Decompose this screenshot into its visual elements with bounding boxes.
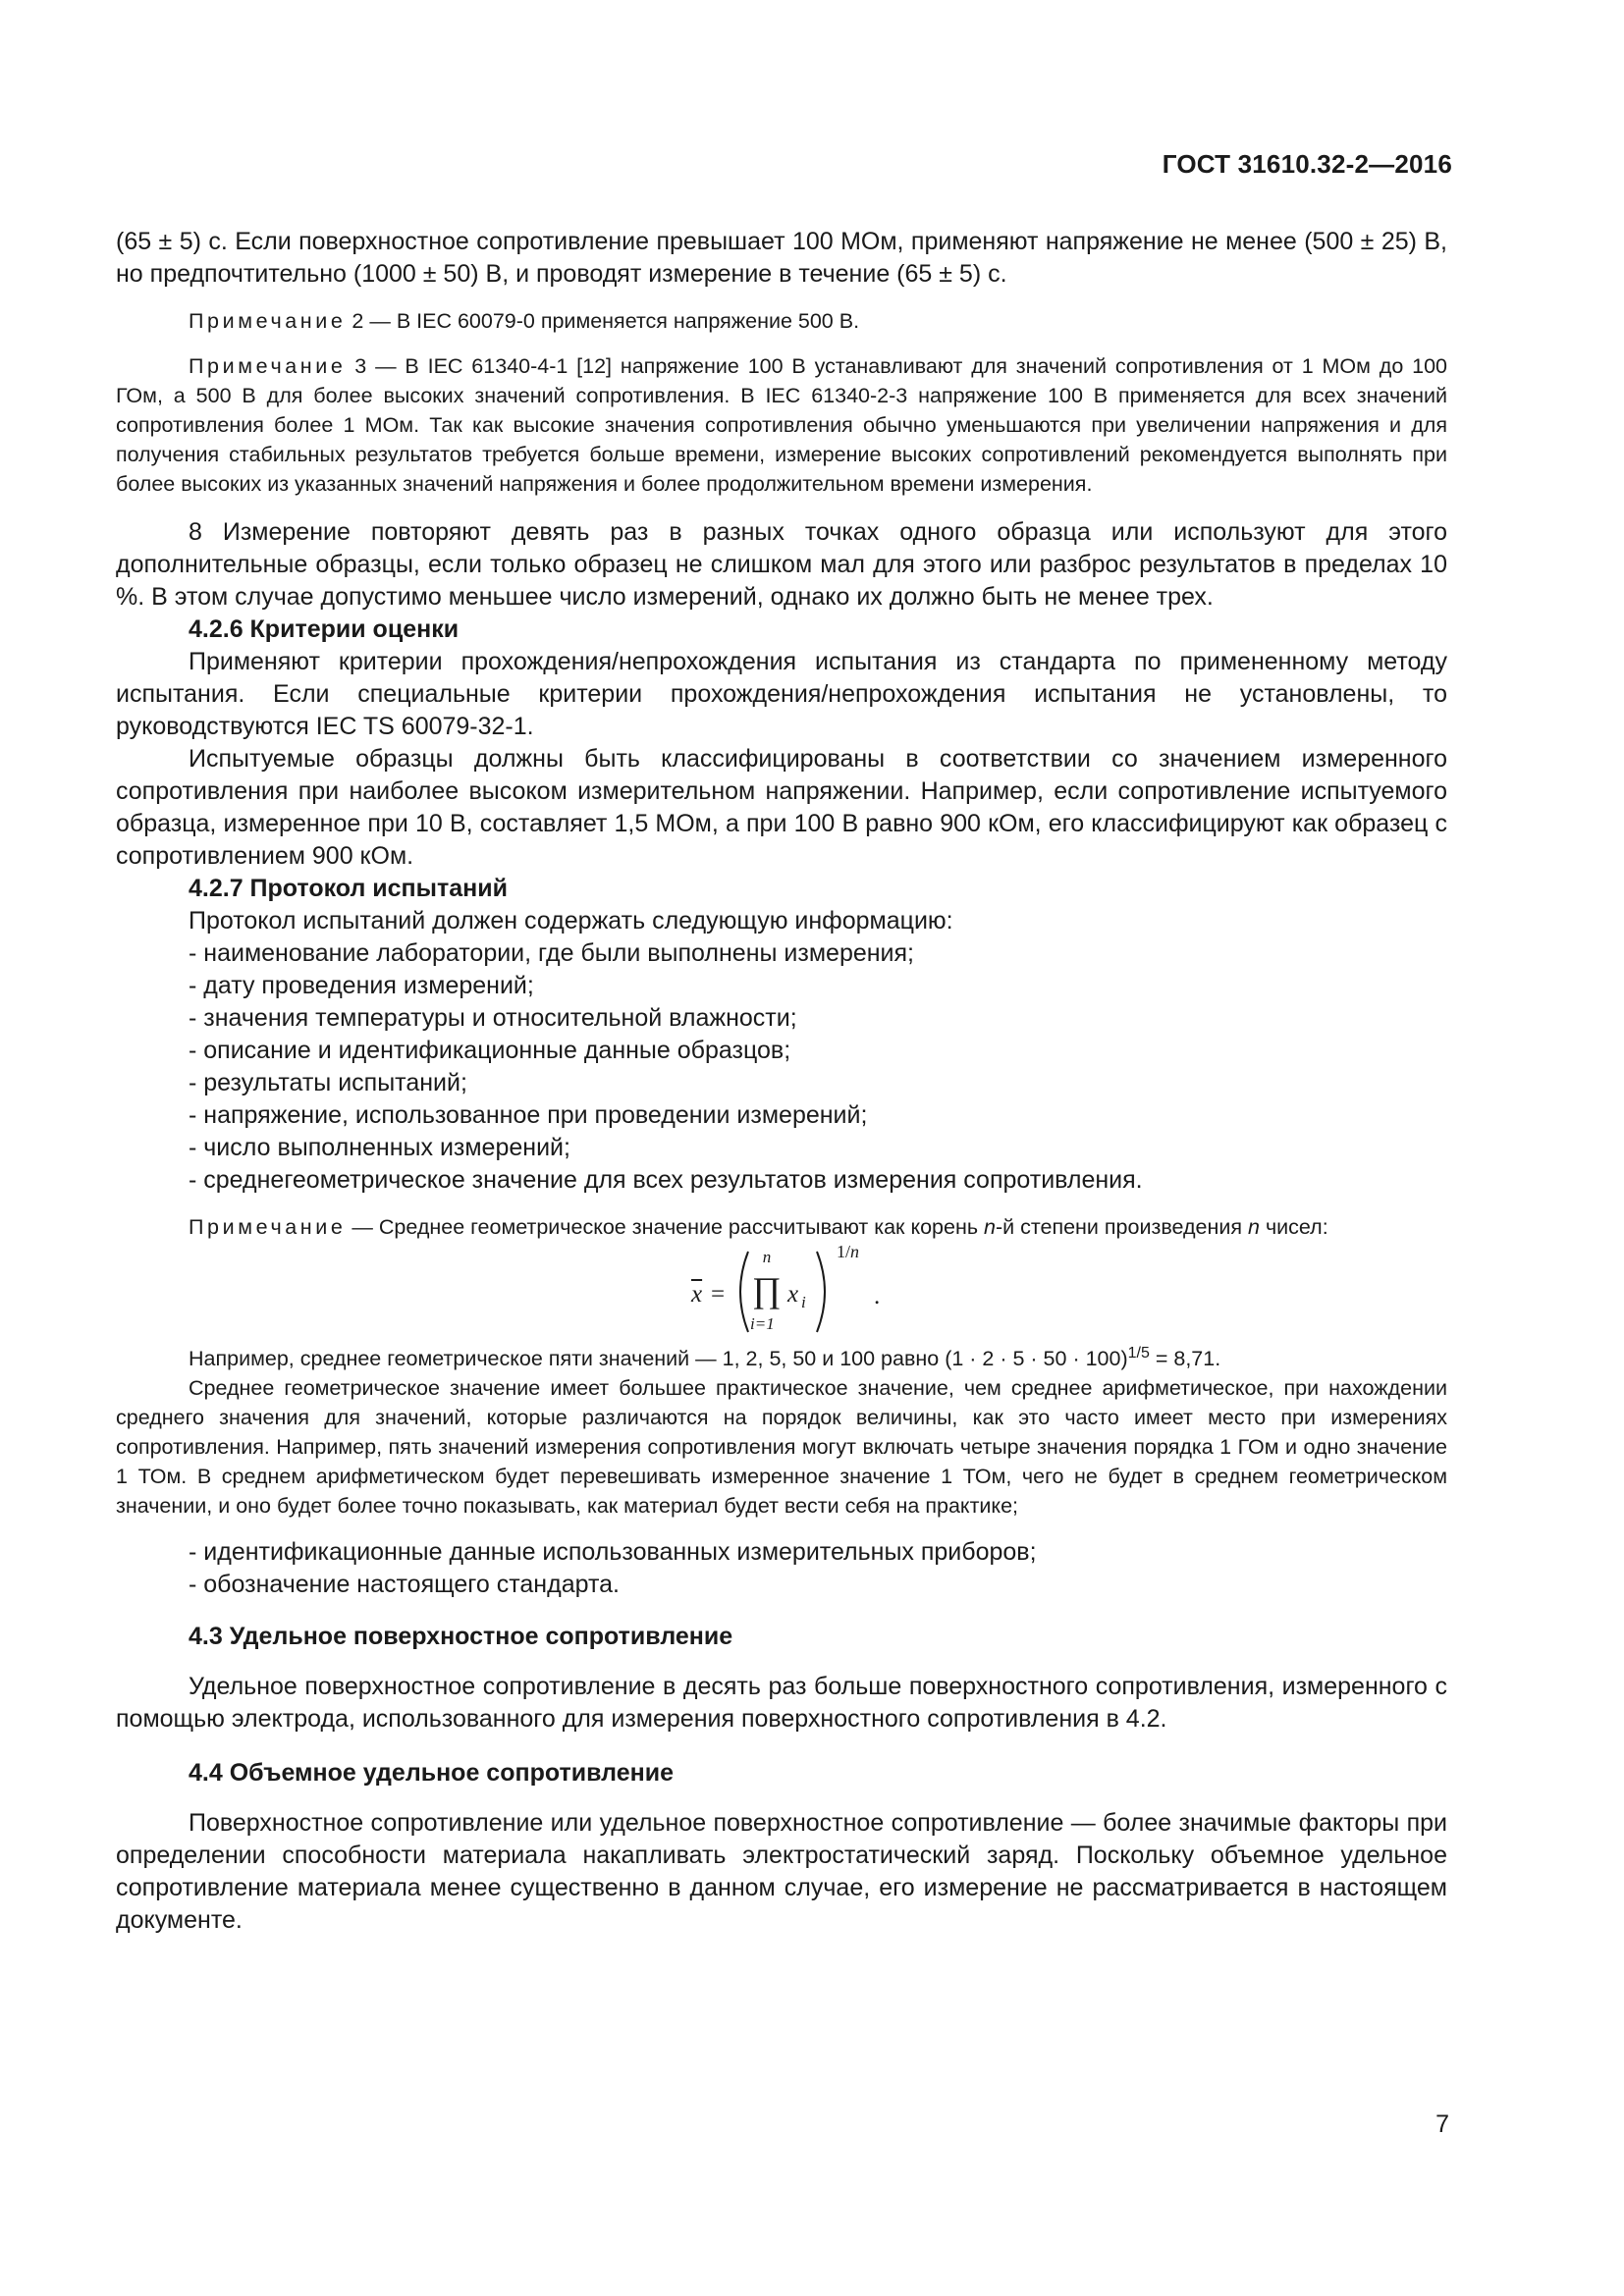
heading-4-3: 4.3 Удельное поверхностное сопротивление [189, 1623, 733, 1650]
left-paren-icon [731, 1250, 752, 1334]
note-label: Примечание [189, 309, 347, 333]
heading-4-2-7: 4.2.7 Протокол испытаний [189, 875, 508, 902]
variable-n: n [1248, 1215, 1260, 1239]
list-item: - идентификационные данные использованных измерительных приборов; [189, 1538, 1037, 1566]
paragraph-4-4: Поверхностное сопротивление или удельное поверхностное сопротивление — более значимые факторы при определении способности материала накапливать электростатический заряд. Поскольку объемное удельное сопротивление материала менее существенно в данном случае, его измерение не рассматривается в настоящем документе. [116, 1809, 1447, 1934]
note-label: Примечание [189, 354, 347, 378]
note-text: 3 — В IEC 61340-4-1 [12] напряжение 100 В устанавливают для значений сопротивления от 1 МОм до 100 ГОм, а 500 В для более высоких значений сопротивления. В IEC 61340-2-3 напряжение 100 В применяется для всех значений сопротивления более 1 МОм. Так как высокие значения сопротивления обычно уменьшаются при увеличении напряжения и для получения стабильных результатов требуется больше времени, измерение высоких сопротивлений рекомендуется выполнять при более высоких из указанных значений напряжения и более продолжительном времени измерения. [116, 354, 1447, 496]
page-number: 7 [1435, 2110, 1449, 2138]
note-label: Примечание [189, 1215, 347, 1239]
list-item: - среднегеометрическое значение для всех результатов измерения сопротивления. [189, 1166, 1143, 1194]
product-lower-limit: i=1 [750, 1314, 775, 1333]
list-item: - значения температуры и относительной влажности; [189, 1004, 797, 1032]
paragraph-4-2-6-a: Применяют критерии прохождения/непрохождения испытания из стандарта по примененному методу испытания. Если специальные критерии прохождения/непрохождения испытания не установлены, то руководствуются IEC TS 60079-32-1. [116, 648, 1447, 740]
formula-xbar: $\overline{x}$ [691, 1281, 703, 1308]
formula-subscript-i: i [801, 1293, 806, 1311]
page-content [116, 226, 1447, 1937]
geometric-mean-formula [116, 1242, 1447, 1338]
list-item: - напряжение, использованное при проведении измерений; [189, 1101, 868, 1129]
note-2 [116, 306, 1447, 336]
note-geometric-mean: Примечание — Среднее геометрическое значение рассчитывают как корень n-й степени произведения n чисел: [189, 1215, 1328, 1239]
variable-n: n [984, 1215, 996, 1239]
list-item: - описание и идентификационные данные образцов; [189, 1037, 791, 1064]
paragraph-8: 8 Измерение повторяют девять раз в разных точках одного образца или используют для этого дополнительные образцы, если только образец не слишком мал для этого или разброс результатов в пределах 10 %. В этом случае допустимо меньшее число измерений, однако их должно быть не менее трех. [116, 518, 1447, 611]
list-item: - число выполненных измерений; [189, 1134, 570, 1161]
geometric-mean-explanation: Среднее геометрическое значение имеет большее практическое значение, чем среднее арифметическое, при нахождении среднего значения для значений, которые различаются на порядок величины, как это часто имеет место при измерениях сопротивления. Например, пять значений измерения сопротивления могут включать четыре значения порядка 1 ГОм и одно значение 1 ТОм. В среднем арифметическом будет перевешивать измеренное значение 1 ТОм, чего не будет в среднем геометрическом значении, и оно будет более точно показывать, как материал будет вести себя на практике; [116, 1376, 1447, 1518]
right-paren-icon [813, 1250, 835, 1334]
formula-equals: = [711, 1281, 726, 1308]
formula-exponent: 1/n [837, 1242, 860, 1261]
report-contents-list-continued [116, 1536, 1447, 1601]
paragraph-4-2-7: Протокол испытаний должен содержать следующую информацию: [189, 907, 953, 934]
paragraph-continuation: (65 ± 5) с. Если поверхностное сопротивление превышает 100 МОм, применяют напряжение не менее (500 ± 25) В, но предпочтительно (1000 ± 50) В, и проводят измерение в течение (65 ± 5) с. [116, 228, 1447, 288]
list-item: - дату проведения измерений; [189, 972, 534, 999]
product-upper-limit: n [762, 1248, 772, 1266]
formula-dot: . [874, 1283, 881, 1309]
paragraph-4-2-6-b: Испытуемые образцы должны быть классифицированы в соответствии со значением измеренного сопротивления при наиболее высоком измерительном напряжении. Например, если сопротивление испытуемого образца, измеренное при 10 В, составляет 1,5 МОм, а при 100 В равно 900 кОм, его классифицируют как образец с сопротивлением 900 кОм. [116, 745, 1447, 870]
paragraph-4-3: Удельное поверхностное сопротивление в десять раз больше поверхностного сопротивления, измеренного с помощью электрода, использованного для измерения поверхностного сопротивления в 4.2. [116, 1673, 1447, 1733]
note-text: 2 — В IEC 60079-0 применяется напряжение 500 В. [346, 309, 860, 333]
note-3 [116, 351, 1447, 499]
heading-4-4: 4.4 Объемное удельное сопротивление [189, 1759, 674, 1787]
heading-4-2-6: 4.2.6 Критерии оценки [189, 615, 460, 643]
list-item: - результаты испытаний; [189, 1069, 467, 1096]
list-item: - обозначение настоящего стандарта. [189, 1571, 620, 1598]
document-code: ГОСТ 31610.32-2—2016 [1162, 149, 1452, 179]
example-calculation: Например, среднее геометрическое пяти значений — 1, 2, 5, 50 и 100 равно $(1 \cdot 2 \cdot 5 \cdot 50 \cdot 100)^{1/5} = 8,71$. [189, 1344, 1221, 1370]
list-item: - наименование лаборатории, где были выполнены измерения; [189, 939, 915, 967]
report-contents-list [116, 937, 1447, 1197]
formula-variable-x: x [787, 1281, 799, 1308]
product-symbol: ∏ [752, 1270, 782, 1309]
